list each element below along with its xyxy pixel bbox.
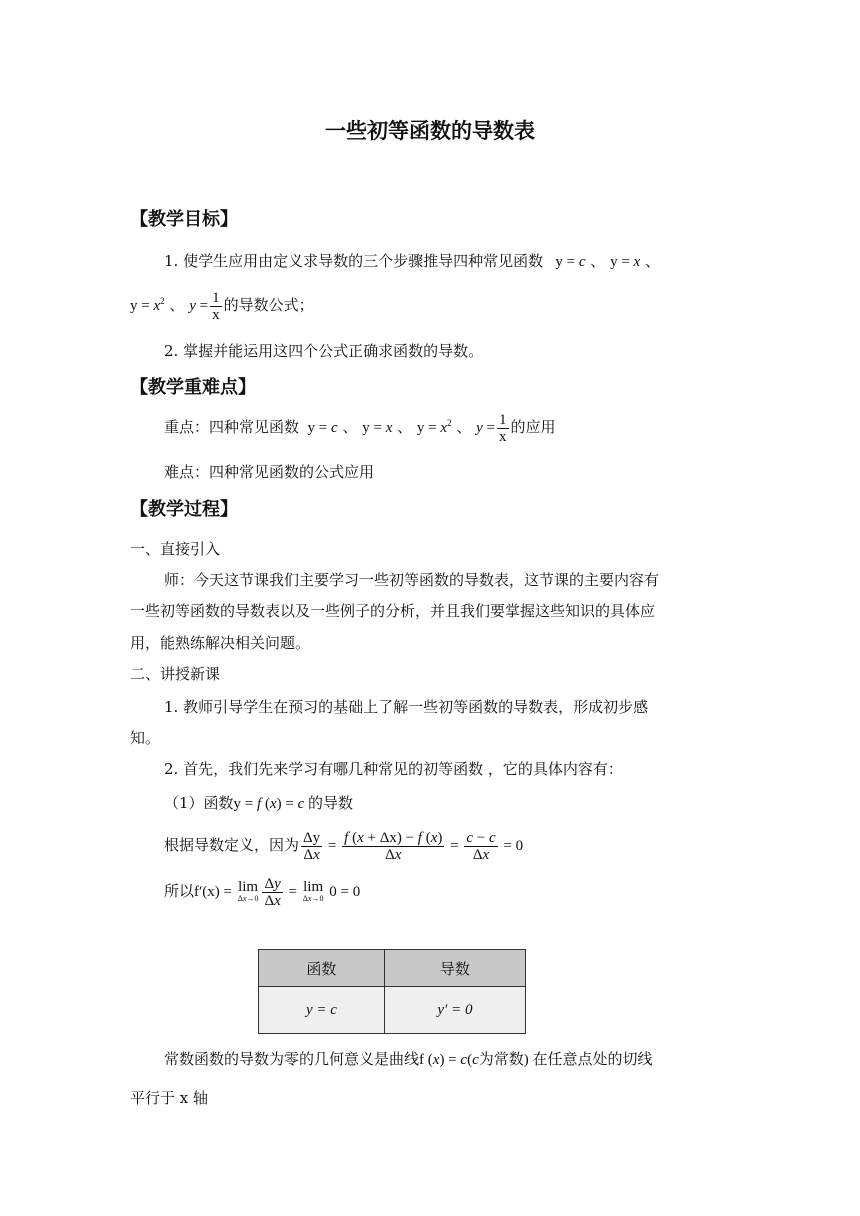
part1-paragraph-line1: 师：今天这节课我们主要学习一些初等函数的导数表，这节课的主要内容有 — [164, 571, 660, 589]
geometric-meaning-line1 — [164, 1048, 653, 1071]
part1-paragraph-line2: 一些初等函数的导数表以及一些例子的分析，并且我们要掌握这些知识的具体应 — [130, 602, 656, 620]
derivative-limit-formula: f′(x) = lim Δx→0 $\frac{\Delta y}{\Delta x}$ = lim Δx→0 0 = 0 — [194, 876, 361, 909]
definition-line — [164, 830, 523, 863]
objective-item-1: 1. 使学生应用由定义求导数的三个步骤推导四种常见函数 y = c 、 y = x 、 — [164, 252, 660, 270]
objective-item-2: 2. 掌握并能运用这四个公式正确求函数的导数。 — [164, 342, 484, 360]
key-difficulty: 难点：四种常见函数的公式应用 — [164, 463, 375, 481]
page-title: 一些初等函数的导数表 — [325, 118, 535, 143]
objective-item-1-suffix: 的导数公式； — [223, 295, 314, 314]
table-header-function: 函数 — [259, 950, 385, 987]
table-cell-derivative: y′ = 0 — [384, 987, 525, 1034]
sub1-label: （1）函数 — [164, 794, 234, 812]
formula-y-c: y = c — [547, 254, 586, 270]
part2-item1-line2: 知。 — [130, 729, 161, 747]
part2-item1-line1: 1. 教师引导学生在预习的基础上了解一些初等函数的导数表，形成初步感 — [164, 698, 649, 716]
objective-item-1-cont: $y = x^2$ 、 y = $\frac{1}{x}$ 的导数公式； — [130, 290, 314, 323]
table-row — [259, 987, 526, 1034]
formula-curve-f-equals-c: f (x) = c(c为常数) — [419, 1052, 533, 1068]
key-focus-line: 重点：四种常见函数 y = c 、 y = x 、 $y = x^2$ 、 y = $\frac{1}{x}$ 的应用 — [164, 412, 556, 445]
table-cell-function: y = c — [259, 987, 385, 1034]
table-header-derivative: 导数 — [384, 950, 525, 987]
formula-y-x: y = x — [610, 254, 641, 270]
part2-item2: 2. 首先，我们先来学习有哪几种常见的初等函数 ，它的具体内容有： — [164, 760, 623, 778]
key-focus-label: 重点：四种常见函数 — [164, 417, 300, 436]
key-focus-suffix: 的应用 — [510, 417, 556, 436]
derivative-table — [258, 949, 526, 1034]
sub1-suffix: 的导数 — [308, 794, 354, 812]
formula-y-x2: $y = x^2$ — [130, 295, 165, 314]
section-heading-process: 【教学过程】 — [130, 499, 238, 520]
table-header-row — [259, 950, 526, 987]
part1-paragraph-line3: 用，能熟练解决相关问题。 — [130, 634, 311, 652]
part1-heading: 一、直接引入 — [130, 540, 221, 558]
definition-label: 根据导数定义，因为 — [164, 835, 300, 854]
geometric-meaning-line2: 平行于 x 轴 — [130, 1089, 208, 1107]
difference-quotient-formula: $\frac{\Delta y}{\Delta x}$ = $\frac{f (x + \Delta x) - f (x)}{\Delta x}$ = $\frac{c - c}{\Delta x}$ = 0 — [303, 830, 524, 863]
limit-line — [164, 876, 360, 909]
formula-f-equals-c: y = f (x) = c — [233, 796, 305, 812]
section-heading-objectives: 【教学目标】 — [130, 209, 238, 230]
so-label: 所以 — [164, 881, 195, 900]
geometric-meaning-suffix: 在任意点处的切线 — [532, 1050, 653, 1068]
objective-item-1-text: 1. 使学生应用由定义求导数的三个步骤推导四种常见函数 — [164, 252, 544, 270]
part2-heading: 二、讲授新课 — [130, 665, 221, 683]
geometric-meaning-text: 常数函数的导数为零的几何意义是曲线 — [164, 1050, 420, 1068]
sub1-line — [164, 792, 353, 815]
section-heading-key-points: 【教学重难点】 — [130, 377, 256, 398]
formula-y-1-over-x: y = $\frac{1}{x}$ — [189, 290, 220, 323]
